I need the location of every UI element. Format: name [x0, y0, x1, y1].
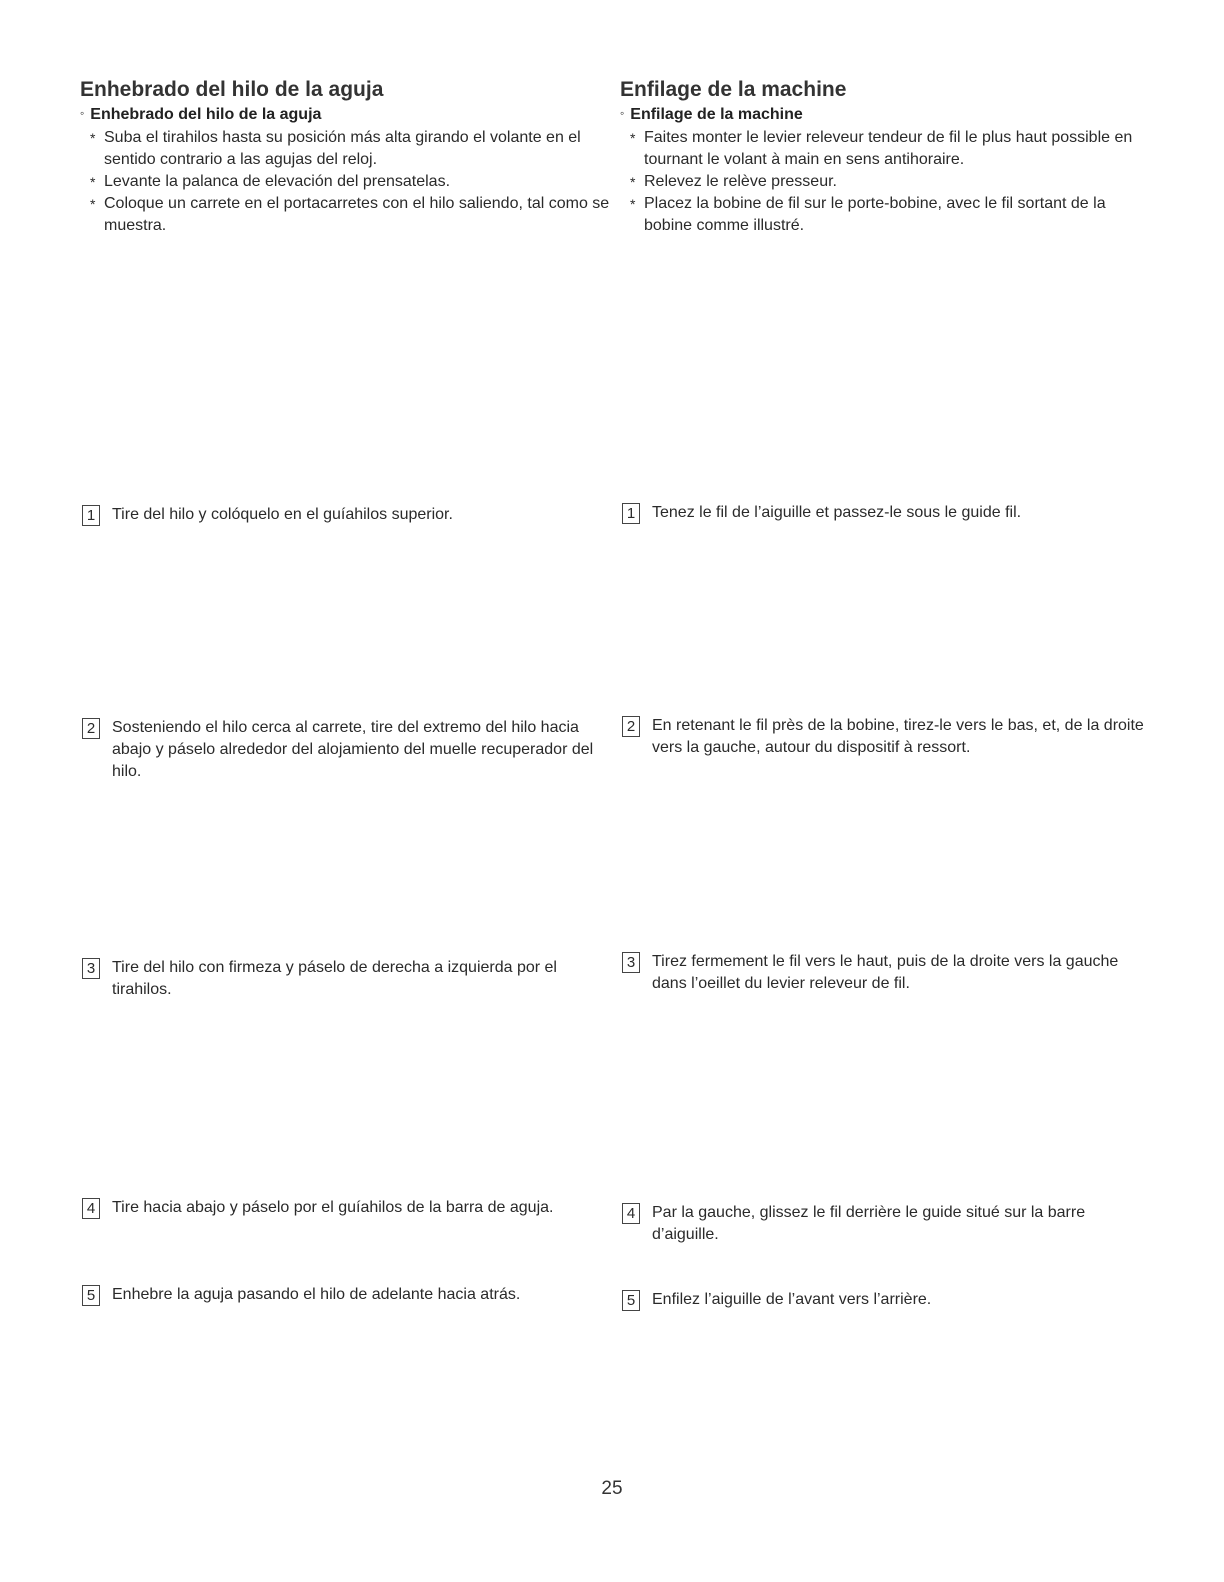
- step-1: [80, 504, 610, 526]
- note-item: * Levante la palanca de elevación del prensatelas.: [90, 171, 610, 193]
- note-item: * Suba el tirahilos hasta su posición más alta girando el volante en el sentido contrario a las agujas del reloj.: [90, 127, 610, 171]
- bullet-icon: ◦: [620, 106, 625, 120]
- step-text: Tire hacia abajo y páselo por el guíahilos de la barra de aguja.: [112, 1199, 554, 1216]
- step-number-box: 1: [622, 503, 640, 524]
- step-text: Tire del hilo con firmeza y páselo de derecha a izquierda por el tirahilos.: [112, 959, 557, 998]
- step-text: Sosteniendo el hilo cerca al carrete, tire del extremo del hilo hacia abajo y páselo alrededor del alojamiento del muelle recuperador del hilo.: [112, 719, 594, 780]
- step-number-box: 4: [82, 1198, 100, 1219]
- step-number-box: 2: [622, 716, 640, 737]
- step-3: [80, 957, 610, 1001]
- section-subtitle: [620, 106, 803, 124]
- subtitle-text: Enhebrado del hilo de la aguja: [90, 106, 322, 123]
- step-4: [80, 1197, 610, 1219]
- step-number-box: 5: [82, 1285, 100, 1306]
- step-number-box: 4: [622, 1203, 640, 1224]
- step-5: [620, 1289, 1150, 1311]
- subtitle-text: Enfilage de la machine: [630, 106, 803, 123]
- preparation-notes: [90, 127, 610, 237]
- step-text: Tenez le fil de l’aiguille et passez-le sous le guide fil.: [652, 504, 1022, 521]
- note-item: * Faites monter le levier releveur tendeur de fil le plus haut possible en tournant le volant à main en sens antihoraire.: [630, 127, 1150, 171]
- step-4: [620, 1202, 1150, 1246]
- step-text: Tire del hilo y colóquelo en el guíahilos superior.: [112, 506, 453, 523]
- section-title: Enhebrado del hilo de la aguja: [80, 78, 384, 101]
- page-number: 25: [601, 1478, 623, 1499]
- step-text: Par la gauche, glissez le fil derrière le guide situé sur la barre d’aiguille.: [652, 1204, 1086, 1243]
- section-title: Enfilage de la machine: [620, 78, 847, 101]
- section-subtitle: [80, 106, 321, 124]
- step-3: [620, 951, 1150, 995]
- step-1: [620, 502, 1150, 524]
- step-2: [80, 717, 610, 783]
- note-item: * Relevez le relève presseur.: [630, 171, 1150, 193]
- step-text: En retenant le fil près de la bobine, tirez-le vers le bas, et, de la droite vers la gauche, autour du dispositif à ressort.: [652, 717, 1144, 756]
- step-text: Tirez fermement le fil vers le haut, puis de la droite vers la gauche dans l’oeillet du levier releveur de fil.: [652, 953, 1119, 992]
- step-text: Enhebre la aguja pasando el hilo de adelante hacia atrás.: [112, 1286, 521, 1303]
- preparation-notes: [630, 127, 1150, 237]
- step-5: [80, 1284, 610, 1306]
- step-number-box: 3: [82, 958, 100, 979]
- step-number-box: 5: [622, 1290, 640, 1311]
- step-number-box: 2: [82, 718, 100, 739]
- step-2: [620, 715, 1150, 759]
- bullet-icon: ◦: [80, 106, 85, 120]
- note-item: * Placez la bobine de fil sur le porte-bobine, avec le fil sortant de la bobine comme illustré.: [630, 193, 1150, 237]
- note-item: * Coloque un carrete en el portacarretes con el hilo saliendo, tal como se muestra.: [90, 193, 610, 237]
- step-number-box: 3: [622, 952, 640, 973]
- step-number-box: 1: [82, 505, 100, 526]
- step-text: Enfilez l’aiguille de l’avant vers l’arrière.: [652, 1291, 932, 1308]
